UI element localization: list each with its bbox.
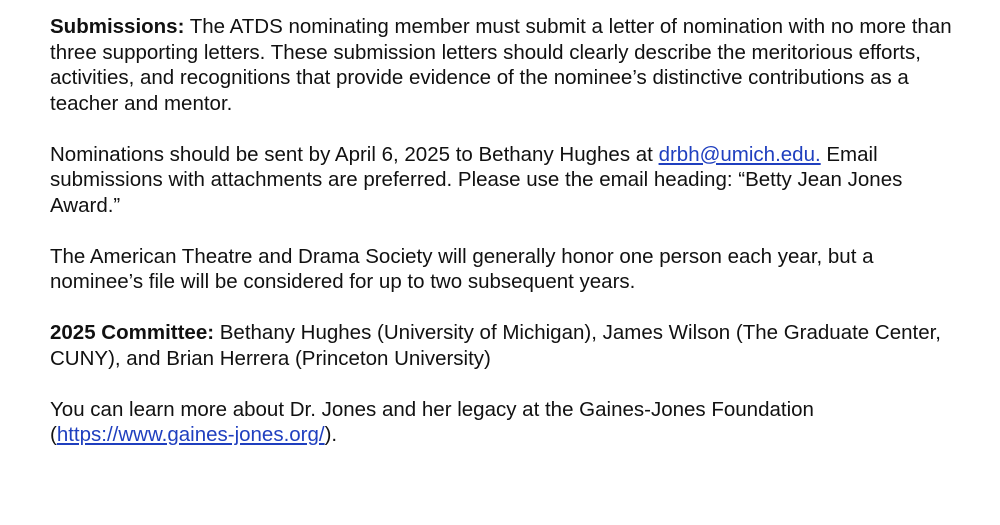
learn-more-paragraph	[50, 397, 970, 448]
nominations-text-after-email: Email submissions with attachments are preferred. Please use the email heading: “Betty Jean Jones Award.”	[50, 142, 903, 217]
committee-paragraph	[50, 320, 970, 371]
honor-paragraph: The American Theatre and Drama Society will generally honor one person each year, but a nominee’s file will be considered for up to two subsequent years.	[50, 244, 874, 293]
submissions-paragraph	[50, 14, 970, 116]
learn-more-closing: ).	[324, 423, 338, 446]
learn-more-text: You can learn more about Dr. Jones and her legacy at the Gaines-Jones Foundation (	[50, 397, 814, 446]
submissions-heading: Submissions:	[50, 15, 185, 38]
nominations-paragraph	[50, 142, 970, 219]
nominations-text-before-email: Nominations should be sent by April 6, 2025 to Bethany Hughes at	[50, 142, 659, 166]
committee-heading: 2025 Committee:	[50, 321, 215, 344]
document-page	[50, 14, 970, 448]
committee-members: Bethany Hughes (University of Michigan), James Wilson (The Graduate Center, CUNY), and Brian Herrera (Princeton University)	[50, 321, 941, 370]
nomination-email-link[interactable]: drbh@umich.edu.	[658, 142, 821, 166]
submissions-body: The ATDS nominating member must submit a letter of nomination with no more than three supporting letters. These submission letters should clearly describe the meritorious efforts, activities, and recognitions that provide evidence of the nominee’s distinctive contributions as a teacher and mentor.	[50, 15, 952, 115]
foundation-website-link[interactable]: https://www.gaines-jones.org/	[56, 423, 325, 446]
